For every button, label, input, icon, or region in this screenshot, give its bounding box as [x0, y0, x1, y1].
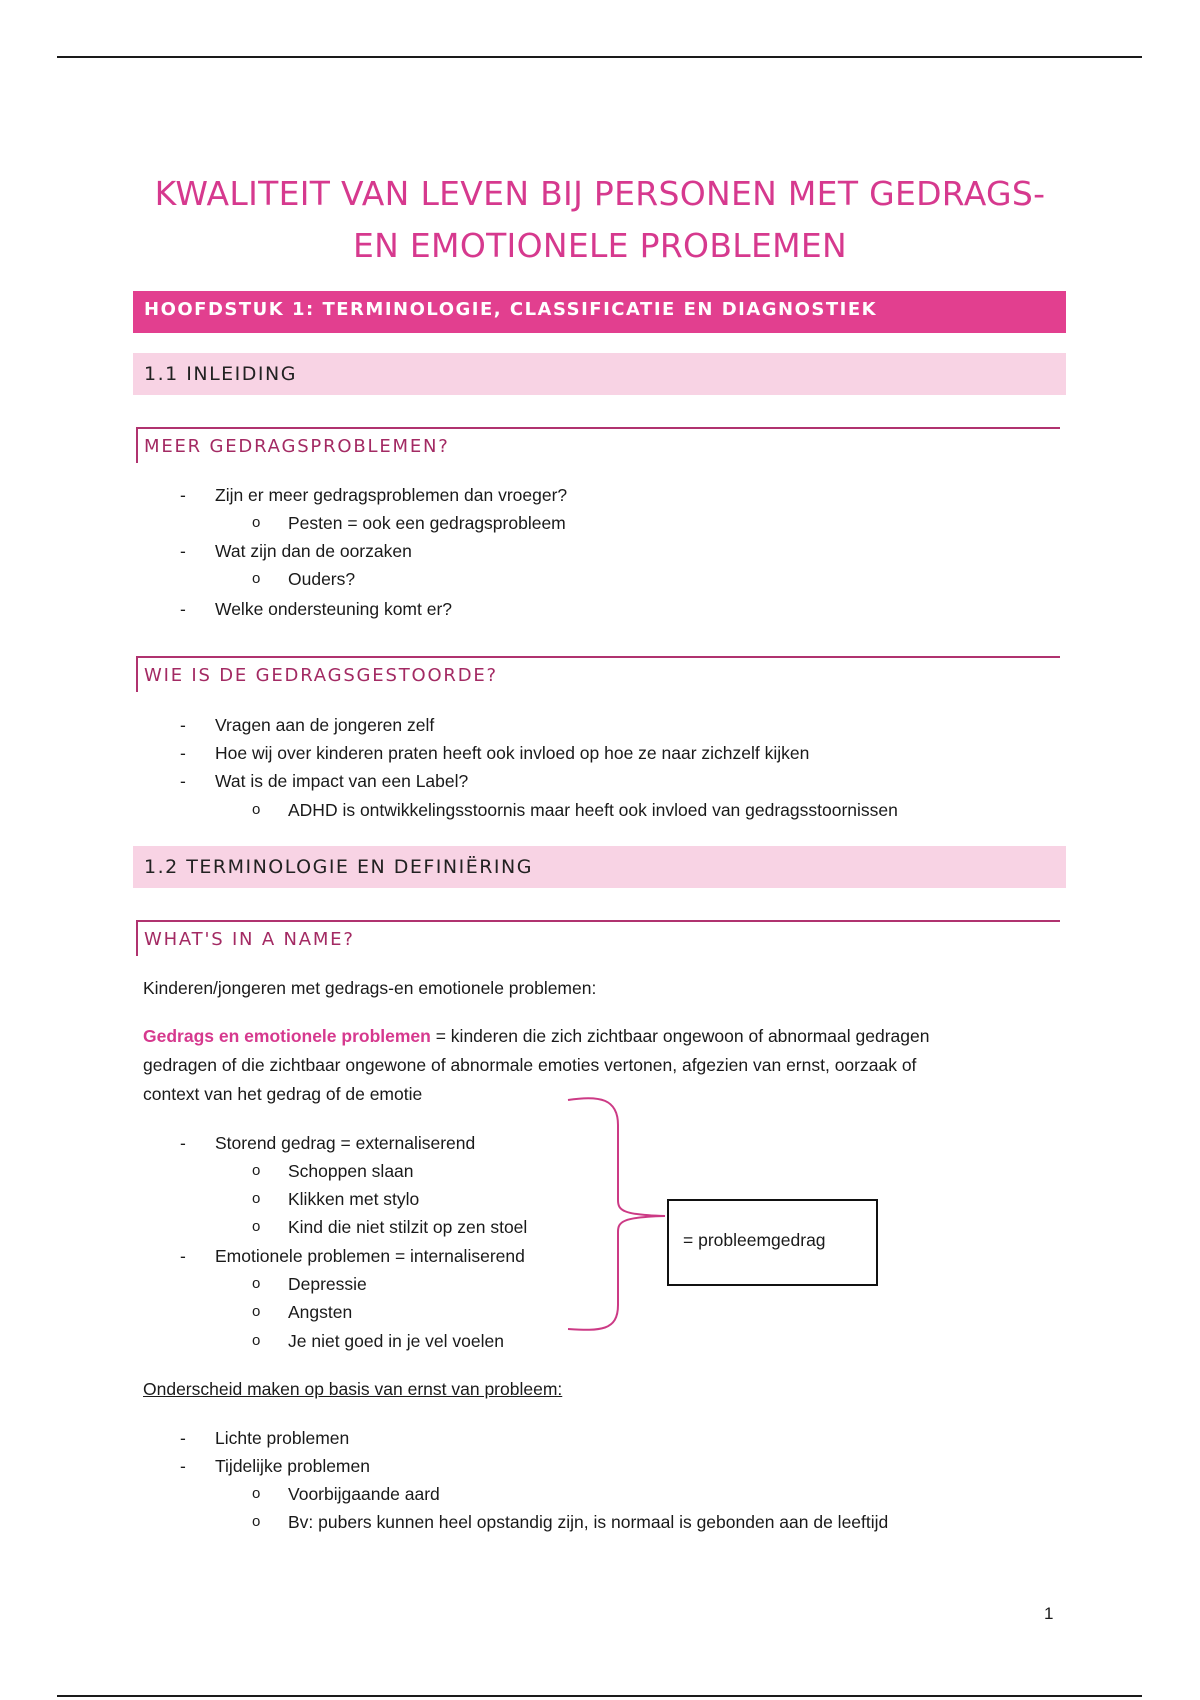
list-item: Depressie	[288, 1274, 367, 1294]
definition-text: = kinderen die zich zichtbaar ongewoon of abnormaal gedragen	[430, 1026, 930, 1046]
subheading-meer-gedragsproblemen: MEER GEDRAGSPROBLEMEN?	[136, 427, 1060, 463]
circle-bullet: o	[252, 514, 261, 531]
intro-text: Kinderen/jongeren met gedrags-en emotionele problemen:	[143, 978, 597, 998]
list-item: Wat is de impact van een Label?	[215, 771, 469, 791]
document-title-line-2: EN EMOTIONELE PROBLEMEN	[352, 226, 848, 265]
circle-bullet: o	[252, 801, 261, 818]
list-item: Kind die niet stilzit op zen stoel	[288, 1217, 528, 1237]
circle-bullet: o	[252, 1303, 261, 1320]
dash-bullet: -	[180, 485, 186, 505]
document-title-line-1: KWALITEIT VAN LEVEN BIJ PERSONEN MET GEDRAGS-	[154, 174, 1046, 213]
bottom-rule	[57, 1695, 1142, 1697]
circle-bullet: o	[252, 1332, 261, 1349]
dash-bullet: -	[180, 743, 186, 763]
section-heading-1-1: 1.1 INLEIDING	[133, 353, 1066, 395]
dash-bullet: -	[180, 599, 186, 619]
circle-bullet: o	[252, 1218, 261, 1235]
circle-bullet: o	[252, 1275, 261, 1292]
dash-bullet: -	[180, 715, 186, 735]
section-heading-1-2: 1.2 TERMINOLOGIE EN DEFINIËRING	[133, 846, 1066, 888]
subheading-wie-is-de-gedragsgestoorde: WIE IS DE GEDRAGSGESTOORDE?	[136, 656, 1060, 692]
list-item: Hoe wij over kinderen praten heeft ook invloed op hoe ze naar zichzelf kijken	[215, 743, 810, 763]
dash-bullet: -	[180, 1246, 186, 1266]
list-item: Welke ondersteuning komt er?	[215, 599, 453, 619]
list-item: Zijn er meer gedragsproblemen dan vroeger?	[215, 485, 568, 505]
distinction-heading: Onderscheid maken op basis van ernst van probleem:	[143, 1379, 563, 1399]
circle-bullet: o	[252, 570, 261, 587]
definition-line-3: context van het gedrag of de emotie	[143, 1084, 423, 1104]
top-rule	[57, 56, 1142, 58]
list-item: Lichte problemen	[215, 1428, 350, 1448]
list-item: Emotionele problemen = internaliserend	[215, 1246, 525, 1266]
list-item: Je niet goed in je vel voelen	[288, 1331, 504, 1351]
dash-bullet: -	[180, 541, 186, 561]
page-number: 1	[1044, 1604, 1054, 1623]
list-item: Storend gedrag = externaliserend	[215, 1133, 476, 1153]
circle-bullet: o	[252, 1485, 261, 1502]
subheading-whats-in-a-name: WHAT'S IN A NAME?	[136, 920, 1060, 956]
list-item: Vragen aan de jongeren zelf	[215, 715, 435, 735]
list-item: Ouders?	[288, 569, 356, 589]
list-item: Voorbijgaande aard	[288, 1484, 440, 1504]
list-item: Klikken met stylo	[288, 1189, 420, 1209]
circle-bullet: o	[252, 1190, 261, 1207]
list-item: Schoppen slaan	[288, 1161, 414, 1181]
definition-term: Gedrags en emotionele problemen	[143, 1026, 431, 1046]
list-item: Angsten	[288, 1302, 353, 1322]
list-item: Pesten = ook een gedragsprobleem	[288, 513, 566, 533]
document-title	[130, 168, 1070, 272]
list-item: ADHD is ontwikkelingsstoornis maar heeft ook invloed van gedragsstoornissen	[288, 800, 898, 820]
list-item: Bv: pubers kunnen heel opstandig zijn, is normaal is gebonden aan de leeftijd	[288, 1512, 889, 1532]
probleemgedrag-box: = probleemgedrag	[667, 1199, 878, 1286]
definition-line-1	[143, 1024, 929, 1048]
dash-bullet: -	[180, 771, 186, 791]
dash-bullet: -	[180, 1428, 186, 1448]
list-item: Tijdelijke problemen	[215, 1456, 370, 1476]
curly-brace-shape	[560, 1095, 670, 1335]
list-item: Wat zijn dan de oorzaken	[215, 541, 412, 561]
circle-bullet: o	[252, 1513, 261, 1530]
dash-bullet: -	[180, 1456, 186, 1476]
circle-bullet: o	[252, 1162, 261, 1179]
chapter-heading: HOOFDSTUK 1: TERMINOLOGIE, CLASSIFICATIE EN DIAGNOSTIEK	[133, 291, 1066, 333]
definition-line-2: gedragen of die zichtbaar ongewone of abnormale emoties vertonen, afgezien van ernst, oorzaak of	[143, 1055, 917, 1075]
dash-bullet: -	[180, 1133, 186, 1153]
